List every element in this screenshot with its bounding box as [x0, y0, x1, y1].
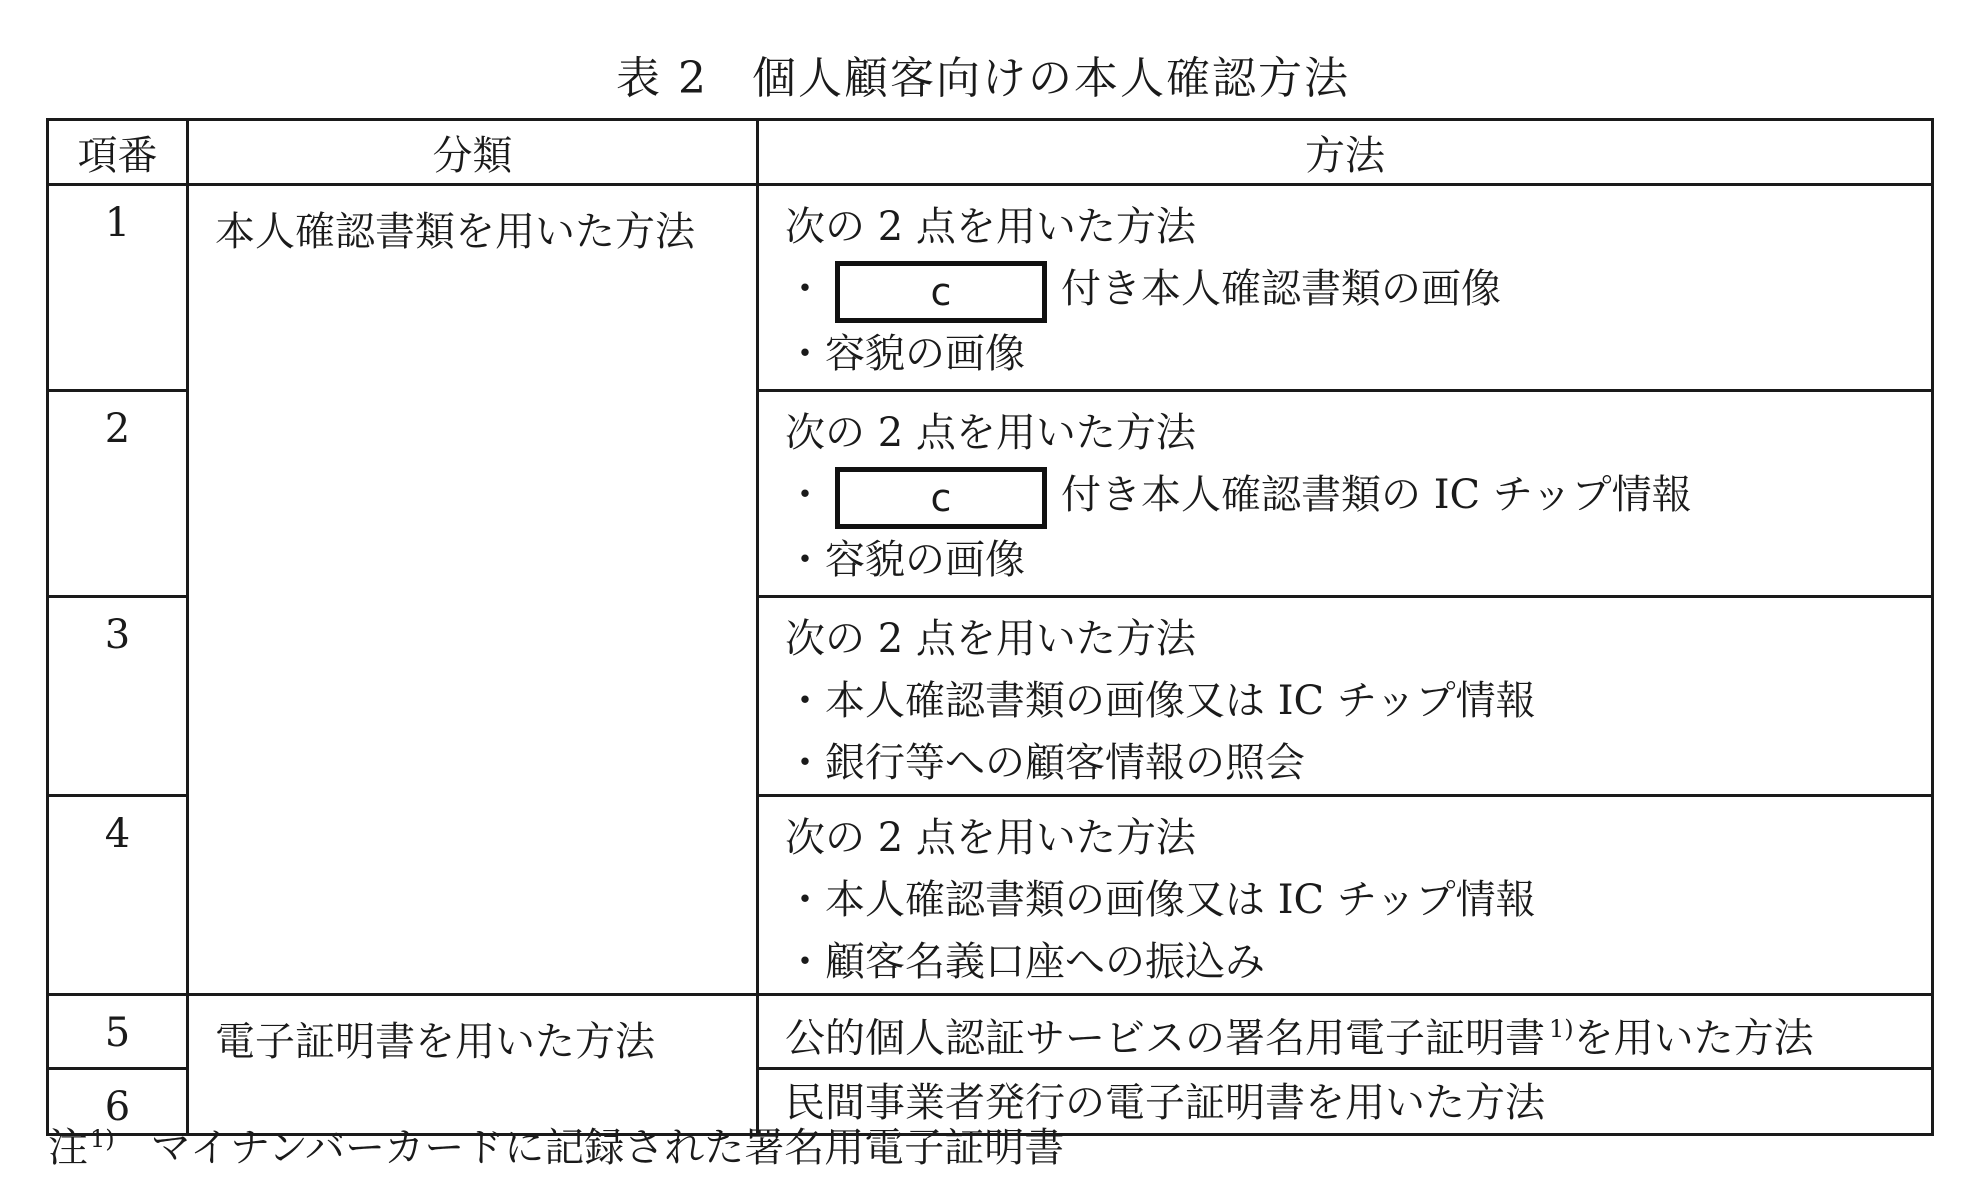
- header-category: 分類: [188, 120, 758, 185]
- footnote-marker: 1): [1549, 1015, 1574, 1043]
- table-title: [0, 42, 1966, 106]
- method-cell: 公的個人認証サービスの署名用電子証明書 $^{1)}$を用いた方法: [758, 995, 1933, 1069]
- row-number: 5: [48, 995, 188, 1069]
- method-cell: [758, 185, 1933, 391]
- note-label: 注: [48, 1125, 88, 1171]
- method-bullet: ・本人確認書類の画像又は IC チップ情報: [785, 678, 1536, 724]
- method-cell: [758, 597, 1933, 796]
- method-bullet: ・ c 付き本人確認書類の画像: [785, 258, 1931, 323]
- row-number: 3: [48, 597, 188, 796]
- category-document: 本人確認書類を用いた方法: [188, 185, 758, 995]
- method-cell: 民間事業者発行の電子証明書を用いた方法: [758, 1069, 1933, 1135]
- method-bullet: ・顧客名義口座への振込み: [785, 939, 1265, 985]
- method-intro: 次の 2 点を用いた方法: [785, 815, 1196, 861]
- answer-blank-c: c: [835, 467, 1047, 529]
- header-method: 方法: [758, 120, 1933, 185]
- category-certificate: 電子証明書を用いた方法: [188, 995, 758, 1135]
- note-marker: 1): [90, 1124, 115, 1153]
- header-row: [48, 120, 1933, 185]
- method-bullet: ・容貌の画像: [785, 537, 1025, 583]
- table-number: 表 2: [616, 53, 708, 104]
- method-bullet: ・本人確認書類の画像又は IC チップ情報: [785, 877, 1536, 923]
- table-row: [48, 185, 1933, 391]
- answer-blank-c: c: [835, 261, 1047, 323]
- row-number: 4: [48, 796, 188, 995]
- method-bullet: ・容貌の画像: [785, 331, 1025, 377]
- identity-verification-table: [46, 118, 1934, 1136]
- method-intro: 次の 2 点を用いた方法: [785, 616, 1196, 662]
- method-bullet: ・ c 付き本人確認書類の IC チップ情報: [785, 464, 1931, 529]
- row-number: 6: [48, 1069, 188, 1135]
- method-bullet: ・銀行等への顧客情報の照会: [785, 740, 1305, 786]
- footnote: [48, 1116, 1064, 1173]
- row-number: 2: [48, 391, 188, 597]
- table-row: [48, 995, 1933, 1069]
- table-title-text: 個人顧客向けの本人確認方法: [751, 53, 1350, 104]
- row-number: 1: [48, 185, 188, 391]
- header-no: 項番: [48, 120, 188, 185]
- note-text: マイナンバーカードに記録された署名用電子証明書: [150, 1125, 1065, 1171]
- method-cell: [758, 391, 1933, 597]
- method-intro: 次の 2 点を用いた方法: [785, 204, 1196, 250]
- method-intro: 次の 2 点を用いた方法: [785, 410, 1196, 456]
- method-cell: [758, 796, 1933, 995]
